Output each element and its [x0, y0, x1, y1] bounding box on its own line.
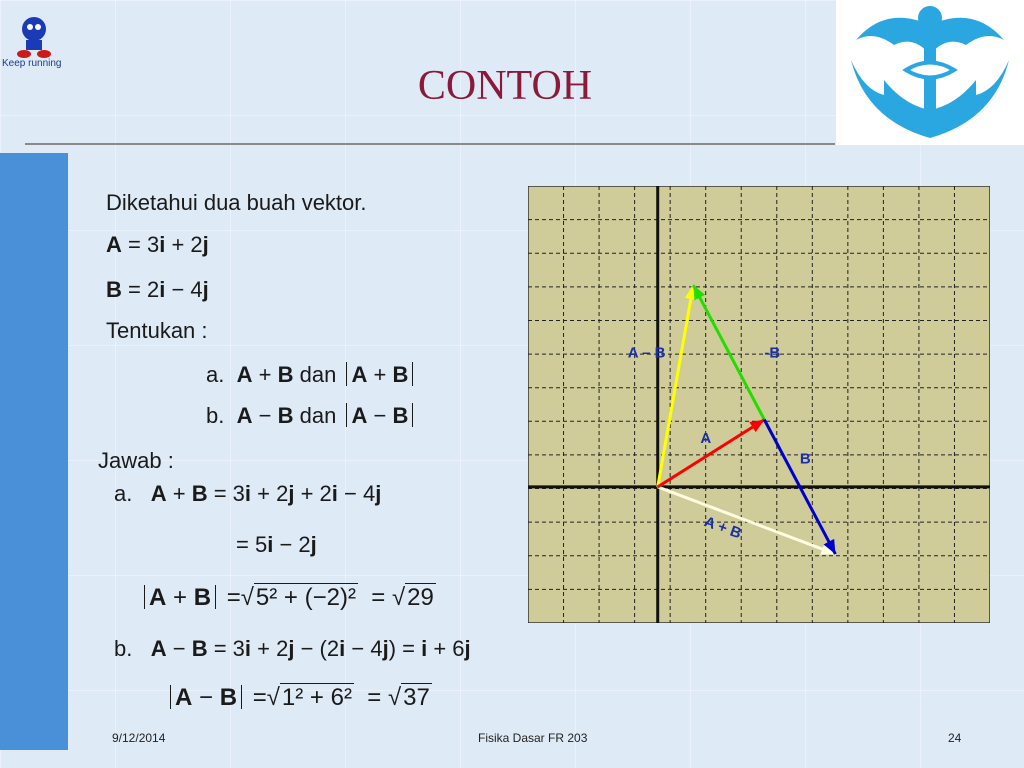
- intro-text: Diketahui dua buah vektor.: [106, 190, 367, 215]
- label-neg-b: -B: [764, 344, 781, 362]
- answer-a-magnitude: A + B =√5² + (−2)² = √29: [140, 583, 436, 612]
- mascot-icon: [14, 14, 54, 58]
- vector-b-definition: B = 2i − 4j: [106, 277, 209, 302]
- tagline-text: Keep running: [2, 58, 62, 69]
- label-a-plus-b: A + B: [701, 513, 744, 543]
- question-a: a. A + B dan A + B: [206, 362, 417, 388]
- slide-title: CONTOH: [417, 63, 593, 109]
- label-a-minus-b: A – B: [627, 344, 666, 362]
- label-a: A: [700, 430, 712, 448]
- left-accent-bar: [0, 153, 68, 750]
- label-b: B: [799, 450, 811, 468]
- question-b: b. A − B dan A − B: [206, 403, 417, 429]
- answer-label: Jawab :: [98, 448, 174, 473]
- answer-b-magnitude: A − B =√1² + 6² = √37: [166, 683, 432, 712]
- answer-a-line2: = 5i − 2j: [236, 532, 317, 557]
- vector-grid-diagram: [528, 186, 990, 623]
- task-label: Tentukan :: [106, 318, 208, 343]
- vector-a-definition: A = 3i + 2j: [106, 232, 209, 257]
- footer-page-number: 24: [948, 731, 962, 745]
- footer-course: Fisika Dasar FR 203: [478, 731, 588, 745]
- grid-background: [528, 186, 990, 623]
- title-divider: [25, 143, 835, 145]
- footer-date: 9/12/2014: [112, 731, 166, 745]
- answer-b-line1: b. A − B = 3i + 2j − (2i − 4j) = i + 6j: [114, 636, 471, 661]
- answer-a-line1: a. A + B = 3i + 2j + 2i − 4j: [114, 481, 382, 506]
